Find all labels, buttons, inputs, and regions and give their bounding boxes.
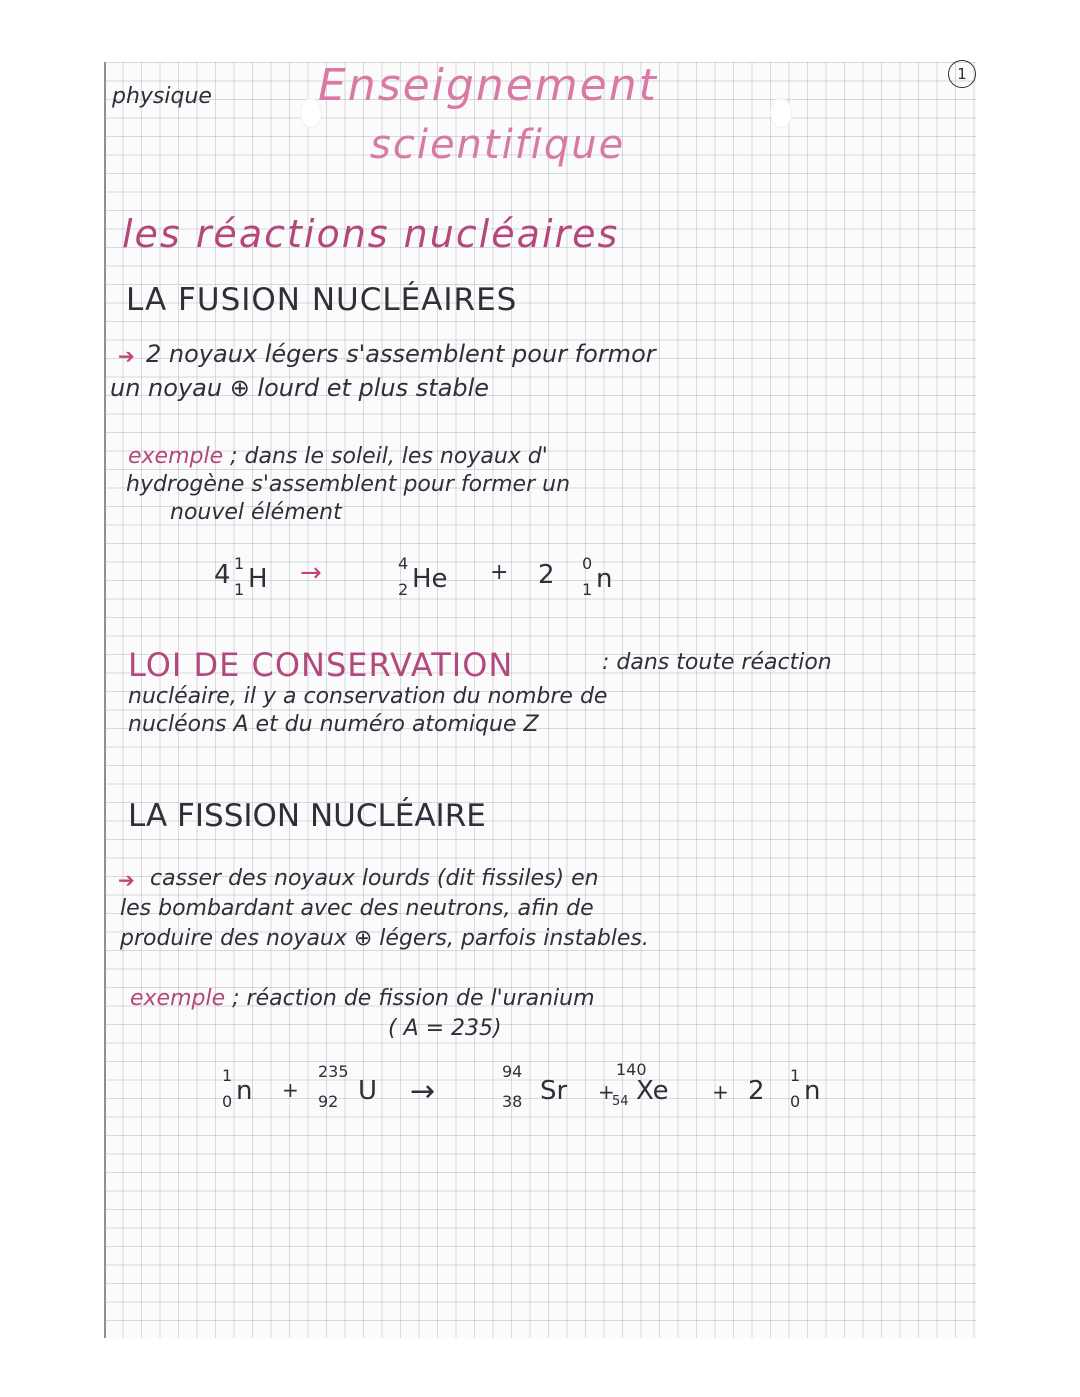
fission-definition-line3: produire des noyaux ⊕ légers, parfois instables. xyxy=(120,926,649,951)
fusion-example-line2: hydrogène s'assemblent pour former un xyxy=(126,472,571,497)
fusion-example-line1: ; dans le soleil, les noyaux d' xyxy=(230,444,548,469)
plus-sign: + xyxy=(282,1078,299,1102)
margin-line xyxy=(104,62,106,1338)
coefficient: 2 xyxy=(538,560,555,590)
fusion-example-line3: nouvel élément xyxy=(170,500,342,525)
conservation-text-line3: nucléons A et du numéro atomique Z xyxy=(128,712,539,737)
fission-example-line1: ; réaction de fission de l'uranium xyxy=(232,986,595,1011)
plus-sign: + xyxy=(712,1080,729,1104)
plus-sign: + xyxy=(598,1080,615,1104)
conservation-heading: LOI DE CONSERVATION xyxy=(128,646,514,684)
page-title-line1: Enseignement xyxy=(318,60,658,111)
fusion-definition-line2: un noyau ⊕ lourd et plus stable xyxy=(110,374,490,402)
conservation-text-line1: : dans toute réaction xyxy=(602,650,832,675)
coefficient: 2 xyxy=(748,1076,765,1106)
page-title-line2: scientifique xyxy=(370,122,626,168)
reaction-arrow-icon: → xyxy=(410,1074,436,1109)
fusion-definition-line1: 2 noyaux légers s'assemblent pour formor xyxy=(146,340,656,368)
reaction-arrow-icon: → xyxy=(300,558,322,588)
subject-label: physique xyxy=(112,84,212,109)
coefficient: 4 xyxy=(214,560,231,590)
fission-heading: LA FISSION NUCLÉAIRE xyxy=(128,798,486,834)
chapter-title: les réactions nucléaires xyxy=(122,212,620,256)
arrow-bullet-icon: ➔ xyxy=(118,344,135,368)
fusion-example xyxy=(128,444,548,469)
fission-example xyxy=(130,986,595,1011)
fission-definition-line1: casser des noyaux lourds (dit fissiles) en xyxy=(150,866,599,891)
fusion-heading: LA FUSION NUCLÉAIRES xyxy=(126,282,518,318)
fission-example-line2: ( A = 235) xyxy=(388,1016,502,1041)
example-label: exemple xyxy=(128,444,224,469)
plus-sign: + xyxy=(490,560,509,585)
arrow-bullet-icon: ➔ xyxy=(118,868,135,892)
page-number: 1 xyxy=(948,60,976,88)
punch-hole-right xyxy=(770,98,792,128)
fission-definition-line2: les bombardant avec des neutrons, afin de xyxy=(120,896,594,921)
example-label: exemple xyxy=(130,986,226,1011)
conservation-text-line2: nucléaire, il y a conservation du nombre de xyxy=(128,684,608,709)
